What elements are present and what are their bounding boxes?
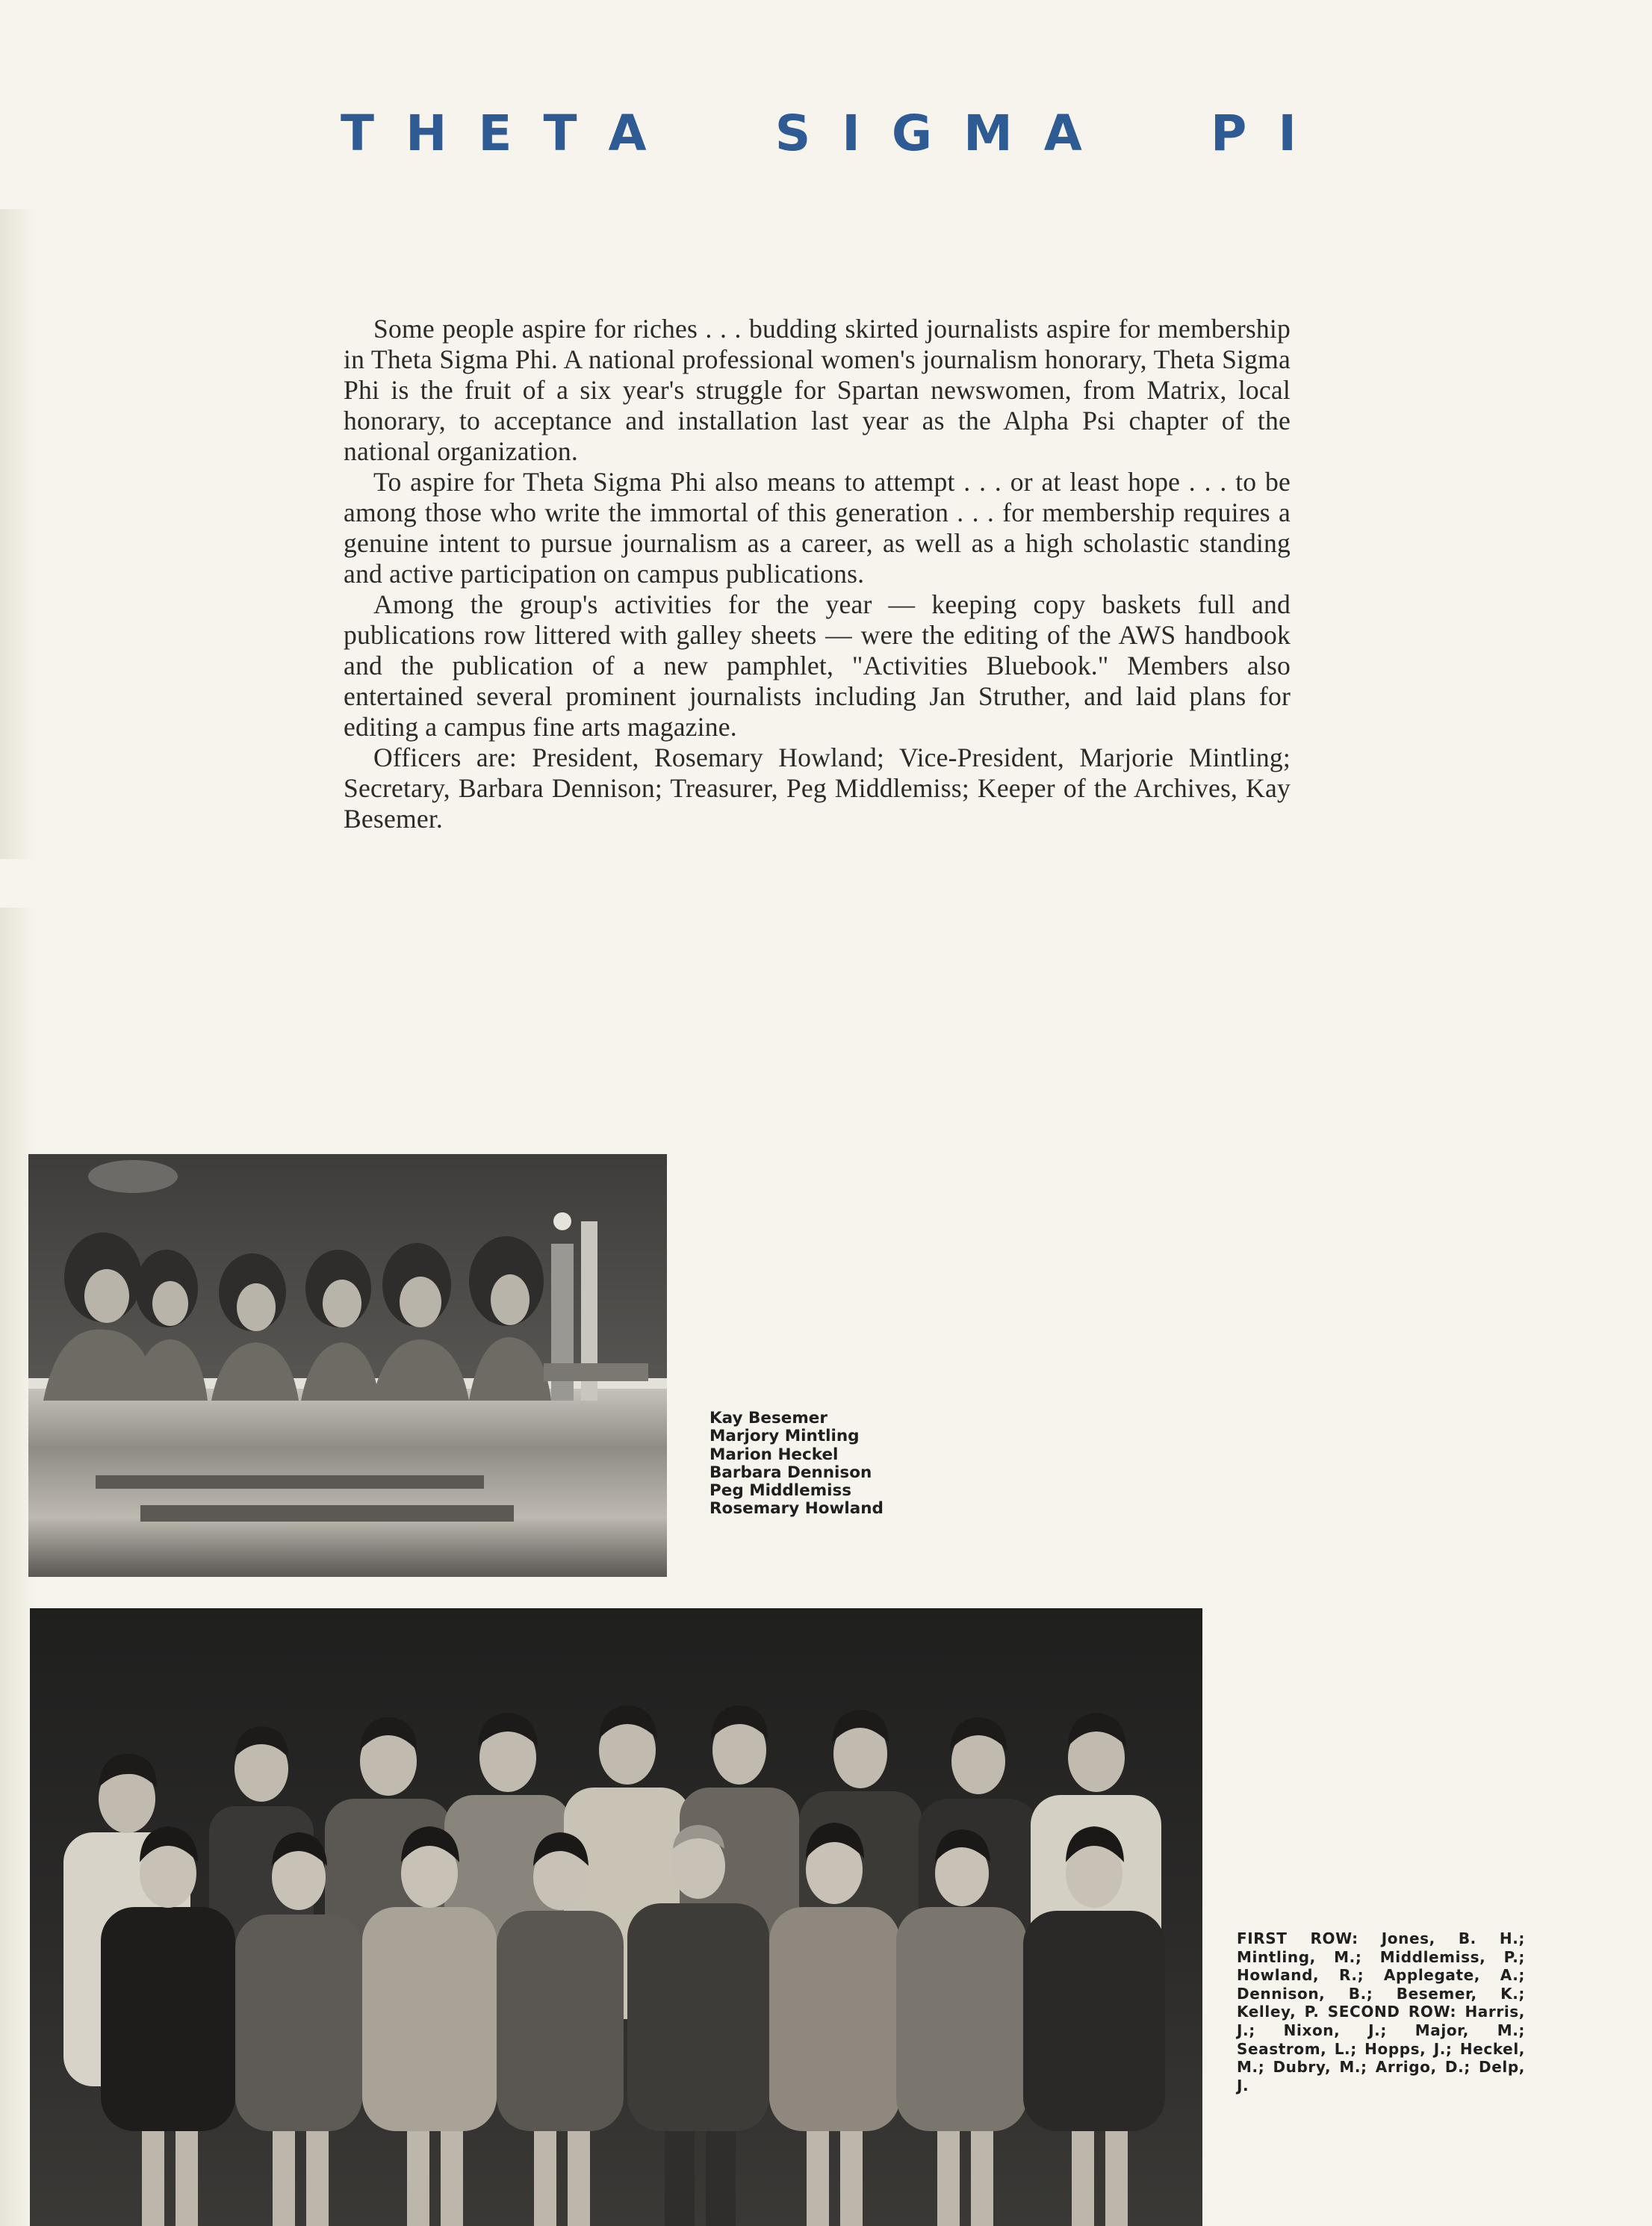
group-portrait-illustration	[30, 1608, 1202, 2226]
page-binding-shadow	[0, 209, 34, 859]
title-letter: I	[1278, 104, 1297, 162]
group-portrait-caption: FIRST ROW: Jones, B. H.; Mintling, M.; Middlemiss, P.; Howland, R.; Applegate, A.; Dennison, B.; Besemer, K.; Kelley, P. SECOND ROW: Harris, J.; Nixon, J.; Major, M.; Seastrom, L.; Hopps, J.; Heckel, M.; Dubry, M.; Arrigo, D.; Delp, J.	[1237, 1929, 1525, 2095]
caption-name: Kay Besemer	[709, 1409, 827, 1427]
article-paragraph-activities: Among the group's activities for the year — keeping copy baskets full and publications row littered with galley sheets — were the editing of the AWS handbook and the publication of a new pamphlet, "Activities Bluebook." Members also entertained several prominent journalists including Jan Struther, and laid plans for editing a campus fine arts magazine.	[344, 589, 1291, 742]
counter-photo-illustration	[28, 1154, 667, 1577]
caption-name: Rosemary Howland	[709, 1499, 884, 1519]
group-portrait-photo	[30, 1608, 1202, 2226]
caption-name: Barbara Dennison	[709, 1463, 872, 1482]
article-paragraph-officers: Officers are: President, Rosemary Howland; Vice-President, Marjorie Mintling; Secretary, Barbara Dennison; Treasurer, Peg Middlemiss; Keeper of the Archives, Kay Besemer.	[344, 742, 1291, 834]
title-letter: P	[1210, 104, 1247, 162]
members-at-counter-photo	[28, 1154, 667, 1577]
title-letter: T	[543, 104, 577, 162]
caption-name: Marion Heckel	[709, 1445, 839, 1464]
title-letter: H	[406, 104, 447, 162]
article-body	[344, 314, 1291, 834]
title-letter: G	[891, 104, 933, 162]
title-letter: I	[842, 104, 860, 162]
title-letter: A	[608, 104, 647, 162]
title-letter: E	[478, 104, 512, 162]
title-letter: T	[341, 104, 375, 162]
title-letter: M	[963, 104, 1013, 162]
article-paragraph-intro: Some people aspire for riches . . . budding skirted journalists aspire for membership in Theta Sigma Phi. A national professional women's journalism honorary, Theta Sigma Phi is the fruit of a six year's struggle for Spartan newswomen, from Matrix, local honorary, to acceptance and installation last year as the Alpha Psi chapter of the national organization.	[344, 314, 1291, 466]
page-title	[341, 103, 1297, 163]
counter-photo-caption	[709, 1410, 948, 1519]
caption-name: Marjory Mintling	[709, 1427, 860, 1446]
article-paragraph-aspire: To aspire for Theta Sigma Phi also means to attempt . . . or at least hope . . . to be among those who write the immortal of this generation . . . for membership requires a genuine intent to pursue journalism as a career, as well as a high scholastic standing and active participation on campus publications.	[344, 467, 1291, 589]
title-letter: S	[774, 104, 811, 162]
caption-name: Peg Middlemiss	[709, 1481, 852, 1501]
title-letter: A	[1043, 104, 1082, 162]
